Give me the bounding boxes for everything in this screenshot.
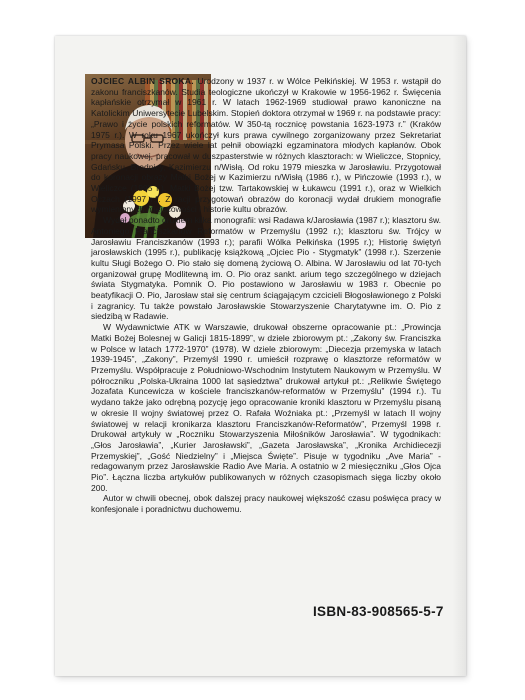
biography-text <box>91 76 441 515</box>
book-back-cover <box>55 36 466 676</box>
isbn-number: ISBN-83-908565-5-7 <box>313 604 444 619</box>
paragraph-1-text: Urodzony w 1937 r. w Wólce Pełkińskiej. W 1953 r. wstąpił do zakonu franciszkanów. Studia teologiczne ukończył w Krakowie w 1956-1962 r. Święcenia kapłańskie otrzymał w 1961 r. W latach 1962-1969 studiował prawo kanoniczne na Katolickim Uniwersytecie Lubelskim. Stopień doktora otrzymał w 1969 r. na podstawie pracy: „Prawo i życie polskich reformatów. W 350-tą rocznicę powstania 1623-1973 r.” (Kraków 1975 r.). W roku 1967 ukończył kurs prawa cywilnego zorganizowany przez Sekretariat Prymasa Polski. Przez wiele lat pełnił obowiązki egzaminatora młodych kapłanów. Obok pracy naukowej, pracował w duszpasterstwie w różnych klasztorach: w Wieliczce, Stopnicy, Gdańsku, Brodnicy, Kazimierzu n/Wisłą. Od roku 1979 mieszka w Jarosławiu. Przygotował do koronacji obrazy Matki Bożej w Kazimierzu n/Wisłą (1986 r.), w Pińczowie (1993 r.), w Wieliczce (1995 r.), Matki Bożej tzw. Tartakowskiej w Łukawcu (1991 r.), oraz w Wielkich Oczach (1997 r.). Z racji przygotowań obrazów do koronacji wydał drukiem monografie wymienionych miejscowości i historie kultu obrazów. <box>91 76 441 215</box>
paragraph-3: W Wydawnictwie ATK w Warszawie, drukował obszerne opracowanie pt.: „Prowincja Matki Bożej Bolesnej w Galicji 1815-1899”, w dziele zbiorowym pt.: „Zakony św. Franciszka w Polsce w latach 1772-1970” (1978). W dziele zbiorowym: „Diecezja przemyska w latach 1939-1945”, „Zakony”, Przemyśl 1990 r. umieścił rozprawę o klasztorze reformatów w Przemyślu. Współpracuje z Południowo-Wschodnim Instytutem Naukowym w Przemyślu. W półroczniku „Polska-Ukraina 1000 lat sąsiedztwa” drukował artykuł pt.: „Relikwie Świętego Jozafata Kuncewicza w kościele franciszkanów-reformatów w Przemyślu” (1994 r.). Tu wydano także jako odrębną pozycję jego opracowanie kroniki klasztoru w Przemyślu pisaną w okresie II wojny światowej przez O. Rafała Woźniaka pt.: „Przemyśl w latach II wojny światowej w relacji kronikarza klasztoru Franciszkanów-Reformatów”, Przemyśl 1998 r. Drukował artykuły w „Roczniku Stowarzyszenia Miłośników Jarosławia”. W tygodnikach: „Głos Jarosławia”, „Kurier Jarosławski”, „Gazeta Jarosławska”, „Kronika Archidiecezji Przemyskiej”, „Gość Niedzielny” i „Miejsca Święte”. Pisuje w tygodniku „Ave Maria” - redagowanym przez Jarosławskie Radio Ave Maria. A ostatnio w 2 miesięczniku „Głos Ojca Pio”. Łączna liczba artykułów publikowanych w różnych czasopismach sięga liczby około 200. <box>91 322 441 493</box>
paragraph-2: Wydał ponadto drukiem kilka monografii: wsi Radawa k/Jarosławia (1987 r.); klasztoru św. Antoniego Franciszkanów Reformatów w Przemyślu (1992 r.); klasztoru św. Trójcy w Jarosławiu Franciszkanów (1993 r.); parafii Wólka Pełkińska (1995 r.); Historię świętyń jarosławskich (1995 r.), publikację książkową „Ojciec Pio - Stygmatyk” (1998 r.). Szerzenie kultu Sługi Bożego O. Pio stało się domeną życiową O. Albina. W Jarosławiu od lat 70-tych organizował grupę Modlitewną im. O. Pio oraz sankt. arium tego szczególnego w dziejach świata Stygmatyka. Pomnik O. Pio postawiono w Jarosławiu w 1983 r. Obecnie po beatyfikacji O. Pio, Jarosław stał się centrum ściągającym czcicieli Błogosławionego z Polski i zagranicy. Tu także powstało Jarosławskie Stowarzyszenie Charytatywne im. O. Pio z siedzibą w Radawie. <box>91 215 441 322</box>
cover-edge-shade <box>452 36 466 676</box>
author-name: OJCIEC ALBIN SROKA. <box>91 76 194 86</box>
paragraph-4: Autor w chwili obecnej, obok dalszej pracy naukowej większość czasu poświęca pracy w konfesjonale i poradnictwu duchowemu. <box>91 493 441 515</box>
paragraph-1 <box>91 76 441 215</box>
